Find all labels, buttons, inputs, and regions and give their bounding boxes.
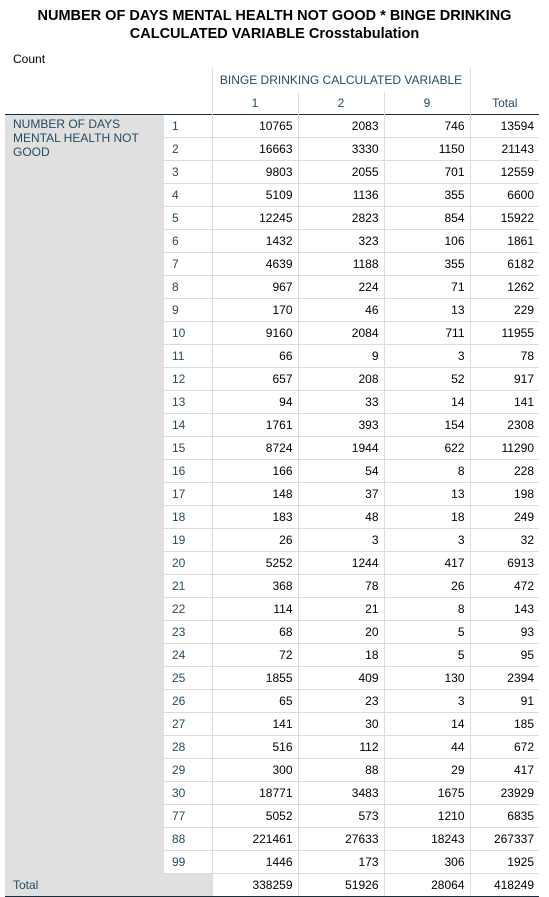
total-label: Total xyxy=(5,874,212,897)
cell-count: 5252 xyxy=(212,552,298,575)
title-line-1: NUMBER OF DAYS MENTAL HEALTH NOT GOOD * BINGE DRINKING xyxy=(37,8,512,24)
cell-count: 2823 xyxy=(298,207,384,230)
table-title xyxy=(0,7,549,43)
cell-count: 11290 xyxy=(470,437,539,460)
cell-count: 23929 xyxy=(470,782,539,805)
row-category: 99 xyxy=(164,851,212,874)
cell-count: 143 xyxy=(470,598,539,621)
cell-count: 368 xyxy=(212,575,298,598)
cell-count: 71 xyxy=(384,276,470,299)
cell-count: 3330 xyxy=(298,138,384,161)
row-category: 23 xyxy=(164,621,212,644)
cell-count: 1861 xyxy=(470,230,539,253)
cell-count: 2055 xyxy=(298,161,384,184)
cell-count: 141 xyxy=(212,713,298,736)
row-category: 14 xyxy=(164,414,212,437)
row-category: 30 xyxy=(164,782,212,805)
cell-count: 221461 xyxy=(212,828,298,851)
row-category: 15 xyxy=(164,437,212,460)
total-cell: 51926 xyxy=(298,874,384,897)
row-category: 12 xyxy=(164,368,212,391)
row-category: 24 xyxy=(164,644,212,667)
header-corner-cat xyxy=(164,68,212,92)
cell-count: 1188 xyxy=(298,253,384,276)
row-category: 25 xyxy=(164,667,212,690)
row-category: 28 xyxy=(164,736,212,759)
column-header-2: 2 xyxy=(298,92,384,115)
cell-count: 32 xyxy=(470,529,539,552)
cell-count: 1925 xyxy=(470,851,539,874)
cell-count: 746 xyxy=(384,115,470,138)
cell-count: 78 xyxy=(298,575,384,598)
cell-count: 66 xyxy=(212,345,298,368)
table-row xyxy=(5,115,539,138)
cell-count: 166 xyxy=(212,460,298,483)
cell-count: 1761 xyxy=(212,414,298,437)
cell-count: 198 xyxy=(470,483,539,506)
row-category: 2 xyxy=(164,138,212,161)
row-category: 20 xyxy=(164,552,212,575)
cell-count: 417 xyxy=(470,759,539,782)
row-category: 21 xyxy=(164,575,212,598)
row-category: 19 xyxy=(164,529,212,552)
cell-count: 130 xyxy=(384,667,470,690)
cell-count: 917 xyxy=(470,368,539,391)
row-category: 7 xyxy=(164,253,212,276)
row-category: 8 xyxy=(164,276,212,299)
cell-count: 1855 xyxy=(212,667,298,690)
row-category: 26 xyxy=(164,690,212,713)
cell-count: 9160 xyxy=(212,322,298,345)
row-category: 17 xyxy=(164,483,212,506)
cell-count: 78 xyxy=(470,345,539,368)
row-category: 5 xyxy=(164,207,212,230)
cell-count: 4639 xyxy=(212,253,298,276)
header-corner-cat-2 xyxy=(164,92,212,115)
row-category: 9 xyxy=(164,299,212,322)
cell-count: 622 xyxy=(384,437,470,460)
cell-count: 20 xyxy=(298,621,384,644)
cell-count: 1244 xyxy=(298,552,384,575)
cell-count: 173 xyxy=(298,851,384,874)
cell-count: 6182 xyxy=(470,253,539,276)
cell-count: 13594 xyxy=(470,115,539,138)
title-line-2: CALCULATED VARIABLE Crosstabulation xyxy=(129,26,420,42)
cell-count: 23 xyxy=(298,690,384,713)
column-header-total: Total xyxy=(470,92,539,115)
cell-count: 1432 xyxy=(212,230,298,253)
cell-count: 93 xyxy=(470,621,539,644)
cell-count: 54 xyxy=(298,460,384,483)
cell-count: 1262 xyxy=(470,276,539,299)
cell-count: 2308 xyxy=(470,414,539,437)
header-corner xyxy=(5,68,164,92)
cell-count: 18 xyxy=(298,644,384,667)
cell-count: 33 xyxy=(298,391,384,414)
cell-count: 5 xyxy=(384,644,470,667)
header-corner-2 xyxy=(5,92,164,115)
row-category: 88 xyxy=(164,828,212,851)
cell-count: 1675 xyxy=(384,782,470,805)
cell-count: 393 xyxy=(298,414,384,437)
cell-count: 11955 xyxy=(470,322,539,345)
cell-count: 148 xyxy=(212,483,298,506)
cell-count: 1944 xyxy=(298,437,384,460)
cell-count: 9803 xyxy=(212,161,298,184)
row-category: 13 xyxy=(164,391,212,414)
row-category: 4 xyxy=(164,184,212,207)
cell-count: 13 xyxy=(384,299,470,322)
cell-count: 26 xyxy=(384,575,470,598)
cell-count: 91 xyxy=(470,690,539,713)
cell-count: 1136 xyxy=(298,184,384,207)
cell-count: 10765 xyxy=(212,115,298,138)
cell-count: 18771 xyxy=(212,782,298,805)
cell-count: 249 xyxy=(470,506,539,529)
cell-count: 672 xyxy=(470,736,539,759)
row-variable-label: NUMBER OF DAYS MENTAL HEALTH NOT GOOD xyxy=(5,115,164,874)
cell-count: 21 xyxy=(298,598,384,621)
cell-count: 2083 xyxy=(298,115,384,138)
cell-count: 5052 xyxy=(212,805,298,828)
cell-count: 8 xyxy=(384,460,470,483)
cell-count: 68 xyxy=(212,621,298,644)
total-row xyxy=(5,874,539,897)
cell-count: 12559 xyxy=(470,161,539,184)
cell-count: 8724 xyxy=(212,437,298,460)
cell-count: 12245 xyxy=(212,207,298,230)
cell-count: 355 xyxy=(384,184,470,207)
cell-count: 3483 xyxy=(298,782,384,805)
cell-count: 2084 xyxy=(298,322,384,345)
cell-count: 228 xyxy=(470,460,539,483)
cell-count: 16663 xyxy=(212,138,298,161)
cell-count: 13 xyxy=(384,483,470,506)
cell-count: 3 xyxy=(384,690,470,713)
cell-count: 141 xyxy=(470,391,539,414)
row-category: 29 xyxy=(164,759,212,782)
cell-count: 48 xyxy=(298,506,384,529)
cell-count: 6835 xyxy=(470,805,539,828)
cell-count: 6913 xyxy=(470,552,539,575)
cell-count: 27633 xyxy=(298,828,384,851)
cell-count: 409 xyxy=(298,667,384,690)
cell-count: 3 xyxy=(298,529,384,552)
cell-count: 14 xyxy=(384,391,470,414)
row-category: 6 xyxy=(164,230,212,253)
row-category: 77 xyxy=(164,805,212,828)
cell-count: 72 xyxy=(212,644,298,667)
cell-count: 95 xyxy=(470,644,539,667)
row-category: 3 xyxy=(164,161,212,184)
total-cell: 338259 xyxy=(212,874,298,897)
cell-count: 711 xyxy=(384,322,470,345)
count-label: Count xyxy=(13,52,46,66)
cell-count: 94 xyxy=(212,391,298,414)
header-total-spacer xyxy=(470,68,539,92)
cell-count: 967 xyxy=(212,276,298,299)
row-category: 27 xyxy=(164,713,212,736)
cell-count: 8 xyxy=(384,598,470,621)
cell-count: 701 xyxy=(384,161,470,184)
cell-count: 185 xyxy=(470,713,539,736)
cell-count: 267337 xyxy=(470,828,539,851)
row-category: 11 xyxy=(164,345,212,368)
cell-count: 112 xyxy=(298,736,384,759)
cell-count: 9 xyxy=(298,345,384,368)
cell-count: 1150 xyxy=(384,138,470,161)
cell-count: 224 xyxy=(298,276,384,299)
cell-count: 15922 xyxy=(470,207,539,230)
cell-count: 472 xyxy=(470,575,539,598)
cell-count: 2394 xyxy=(470,667,539,690)
cell-count: 355 xyxy=(384,253,470,276)
cell-count: 18243 xyxy=(384,828,470,851)
column-variable-header: BINGE DRINKING CALCULATED VARIABLE xyxy=(212,68,470,92)
cell-count: 26 xyxy=(212,529,298,552)
cell-count: 573 xyxy=(298,805,384,828)
cell-count: 1210 xyxy=(384,805,470,828)
row-category: 18 xyxy=(164,506,212,529)
cell-count: 106 xyxy=(384,230,470,253)
cell-count: 6600 xyxy=(470,184,539,207)
cell-count: 306 xyxy=(384,851,470,874)
cell-count: 21143 xyxy=(470,138,539,161)
cell-count: 37 xyxy=(298,483,384,506)
crosstab-table xyxy=(5,68,539,897)
column-header-9: 9 xyxy=(384,92,470,115)
cell-count: 18 xyxy=(384,506,470,529)
cell-count: 3 xyxy=(384,529,470,552)
cell-count: 657 xyxy=(212,368,298,391)
column-header-1: 1 xyxy=(212,92,298,115)
row-category: 1 xyxy=(164,115,212,138)
cell-count: 65 xyxy=(212,690,298,713)
cell-count: 52 xyxy=(384,368,470,391)
cell-count: 5109 xyxy=(212,184,298,207)
total-cell: 28064 xyxy=(384,874,470,897)
cell-count: 14 xyxy=(384,713,470,736)
cell-count: 516 xyxy=(212,736,298,759)
cell-count: 300 xyxy=(212,759,298,782)
cell-count: 1446 xyxy=(212,851,298,874)
cell-count: 88 xyxy=(298,759,384,782)
row-category: 16 xyxy=(164,460,212,483)
cell-count: 323 xyxy=(298,230,384,253)
cell-count: 208 xyxy=(298,368,384,391)
cell-count: 3 xyxy=(384,345,470,368)
cell-count: 229 xyxy=(470,299,539,322)
cell-count: 417 xyxy=(384,552,470,575)
cell-count: 170 xyxy=(212,299,298,322)
cell-count: 183 xyxy=(212,506,298,529)
cell-count: 114 xyxy=(212,598,298,621)
cell-count: 46 xyxy=(298,299,384,322)
cell-count: 44 xyxy=(384,736,470,759)
total-cell: 418249 xyxy=(470,874,539,897)
cell-count: 854 xyxy=(384,207,470,230)
row-category: 22 xyxy=(164,598,212,621)
cell-count: 29 xyxy=(384,759,470,782)
cell-count: 5 xyxy=(384,621,470,644)
row-category: 10 xyxy=(164,322,212,345)
cell-count: 30 xyxy=(298,713,384,736)
cell-count: 154 xyxy=(384,414,470,437)
